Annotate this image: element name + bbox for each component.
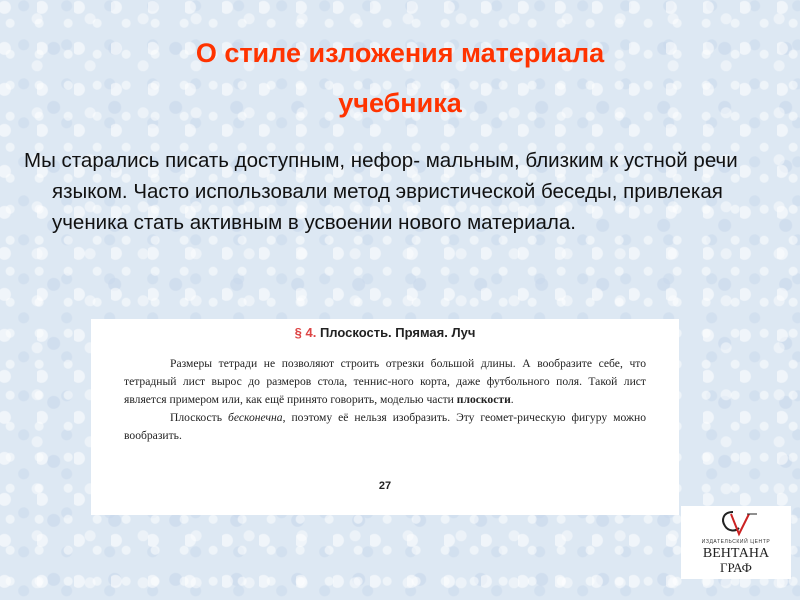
excerpt-heading	[91, 325, 679, 340]
slide-body-text: Мы старались писать доступным, нефор- мальным, близким к устной речи языком. Часто использовали метод эвристической беседы, привлекая ученика стать активным в усвоении нового материала.	[24, 149, 738, 234]
publisher-logo	[681, 506, 791, 579]
page-number: 27	[378, 480, 392, 492]
slide-title-line-1: О стиле изложения материала	[195, 38, 605, 68]
slide-title-line-2: учебника	[338, 88, 462, 118]
textbook-excerpt-image	[91, 319, 679, 515]
logo-name-line-1: ВЕНТАНА	[702, 546, 770, 561]
excerpt-p1-text: Размеры тетради не позволяют строить отрезки большой длины. А вообразите себе, что тетрадный лист вырос до размеров стола, теннис-ного корта, даже футбольного поля. Такой лист является примером или, как ещё принято говорить, моделью части	[124, 357, 646, 406]
excerpt-paragraph-2	[124, 409, 646, 445]
excerpt-heading-text: Плоскость. Прямая. Луч	[319, 325, 476, 340]
excerpt-p2-text-a: Плоскость	[170, 411, 228, 424]
logo-name-line-2: ГРАФ	[720, 560, 752, 575]
slide-title	[0, 28, 800, 128]
excerpt-body	[124, 355, 646, 445]
publisher-logo-mark-icon	[713, 508, 759, 538]
excerpt-p2-italic-term: бесконечна	[228, 411, 283, 424]
logo-caption: ИЗДАТЕЛЬСКИЙ ЦЕНТР	[701, 539, 771, 545]
excerpt-paragraph-1	[124, 355, 646, 409]
section-mark: § 4.	[294, 325, 317, 340]
excerpt-p1-bold-term: плоскости	[456, 393, 511, 406]
excerpt-p2-text-b: , поэтому её нельзя изобразить. Эту геомет-рическую фигуру можно вообразить.	[124, 411, 646, 442]
excerpt-p1-end: .	[510, 393, 514, 406]
